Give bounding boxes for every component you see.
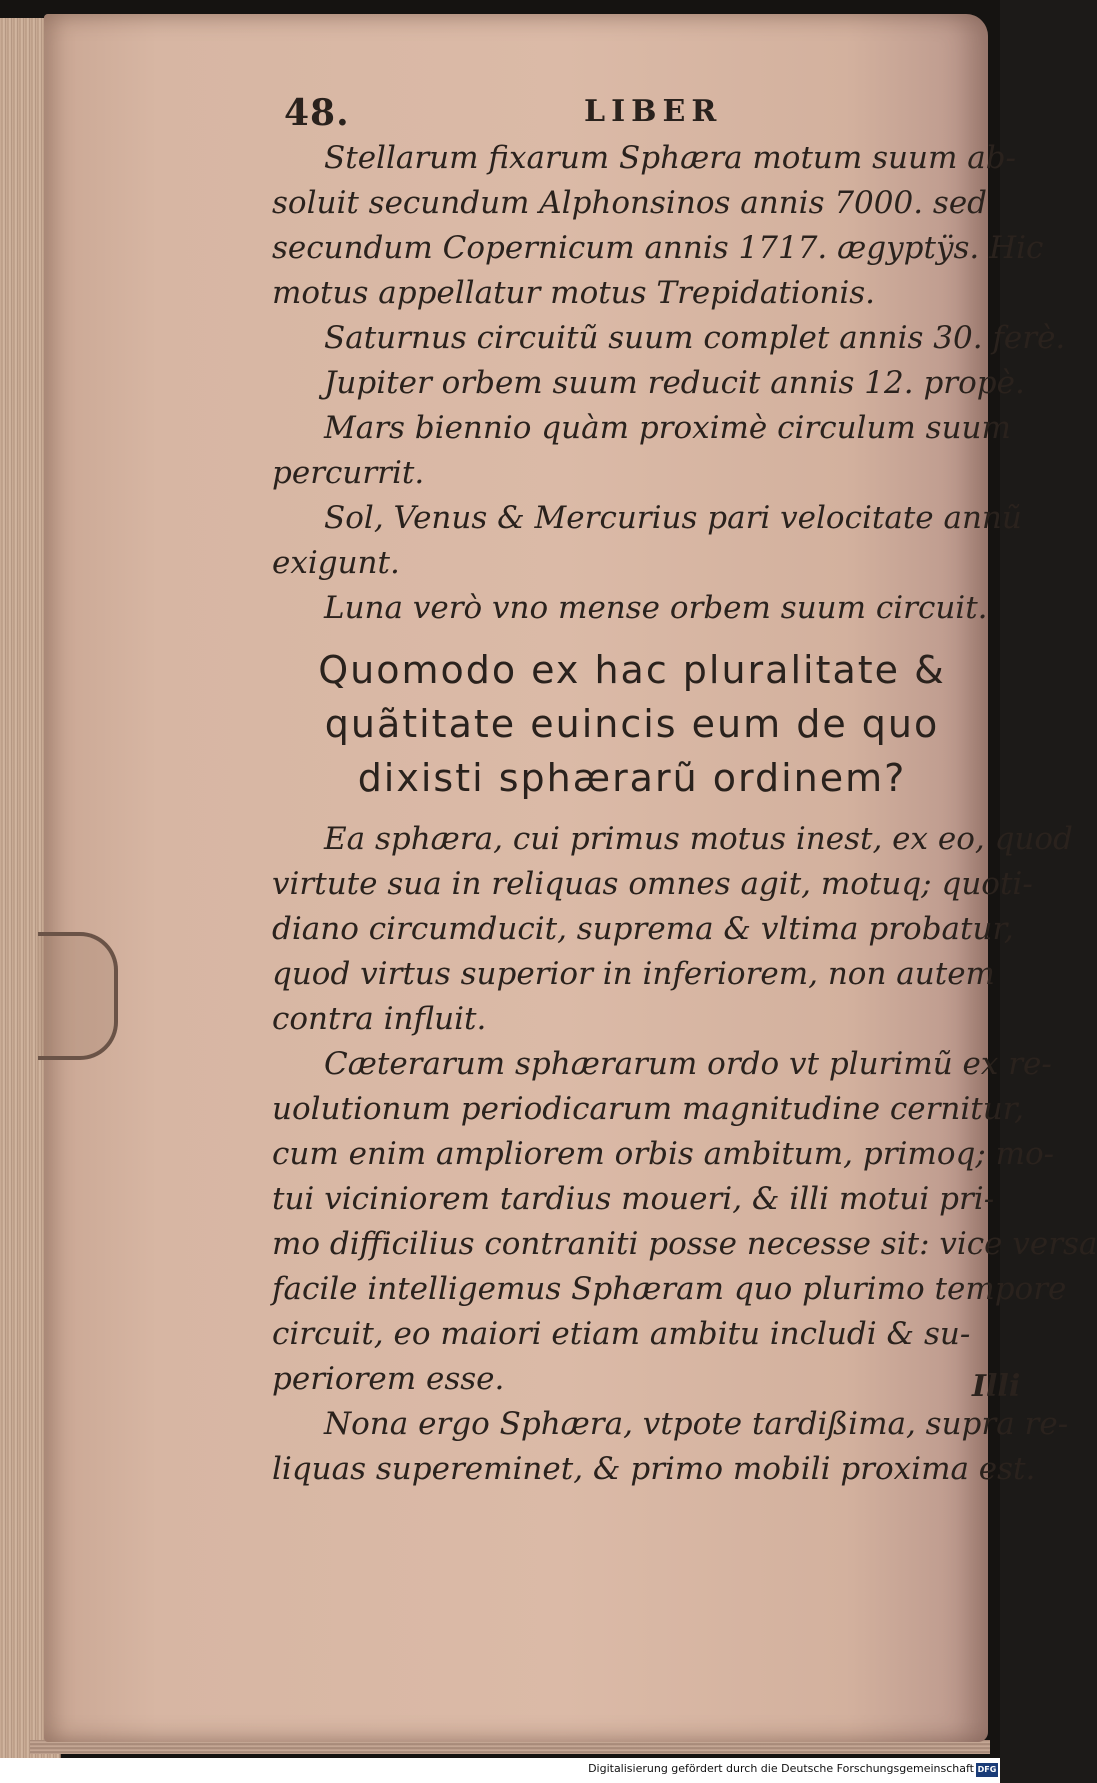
- text-line: facile intelligemus Sphæram quo plurimo tempore: [272, 1271, 1067, 1307]
- paragraph: [272, 361, 1025, 406]
- paragraph: [272, 406, 1011, 496]
- page-number: 48.: [284, 92, 350, 134]
- text-line: soluit secundum Alphonsinos annis 7000. sed: [272, 185, 988, 221]
- running-head: [284, 92, 824, 132]
- section-heading: [272, 643, 992, 805]
- text-line: Ea sphæra, cui primus motus inest, ex eo, quod: [324, 821, 1073, 857]
- paragraphs-before-heading: [272, 136, 1066, 631]
- paragraph: [272, 1402, 1069, 1492]
- paragraph: [272, 316, 1066, 361]
- paragraph: [272, 817, 1073, 1042]
- paragraphs-after-heading: [272, 817, 1097, 1492]
- bottom-page-edges: [30, 1740, 990, 1754]
- digitization-footer: [0, 1758, 1000, 1783]
- dfg-logo: DFG: [976, 1763, 998, 1777]
- text-line: Cæterarum sphærarum ordo vt plurimũ ex re-: [324, 1046, 1052, 1082]
- text-line: circuit, eo maiori etiam ambitu includi & su-: [272, 1316, 971, 1352]
- paragraph: [272, 136, 1044, 316]
- footer-credit: Digitalisierung gefördert durch die Deutsche Forschungsgemeinschaft: [588, 1762, 974, 1775]
- text-line: Sol, Venus & Mercurius pari velocitate annũ: [324, 500, 1022, 536]
- text-line: diano circumducit, suprema & vltima probatur,: [272, 911, 1014, 947]
- heading-line: quãtitate euincis eum de quo: [324, 702, 940, 746]
- text-line: mo difficilius contraniti posse necesse sit: vice versa: [272, 1226, 1097, 1262]
- text-line: Mars biennio quàm proximè circulum suum: [324, 410, 1011, 446]
- text-line: periorem esse.: [272, 1361, 505, 1397]
- paragraph: [272, 496, 1022, 586]
- text-line: contra influit.: [272, 1001, 487, 1037]
- paragraph: [272, 586, 992, 631]
- text-line: motus appellatur motus Trepidationis.: [272, 275, 876, 311]
- text-line: tui viciniorem tardius moueri, & illi motui pri-: [272, 1181, 995, 1217]
- text-line: quod virtus superior in inferiorem, non autem: [272, 956, 995, 992]
- book-clasp: [38, 932, 118, 1060]
- text-line: percurrit.: [272, 455, 425, 491]
- catchword: Illi: [972, 1369, 1021, 1404]
- text-line: uolutionum periodicarum magnitudine cernitur,: [272, 1091, 1024, 1127]
- text-line: Saturnus circuitũ suum complet annis 30. ferè.: [324, 320, 1066, 356]
- text-line: Nona ergo Sphæra, vtpote tardißima, supra re-: [324, 1406, 1069, 1442]
- page: [44, 14, 1097, 1742]
- text-line: secundum Copernicum annis 1717. ægyptÿs. Hic: [272, 230, 1044, 266]
- text-line: cum enim ampliorem orbis ambitum, primoq; mo-: [272, 1136, 1055, 1172]
- text-block: [272, 136, 1097, 1492]
- text-line: Luna verò vno mense orbem suum circuit.: [324, 590, 988, 626]
- heading-line: dixisti sphærarũ ordinem?: [357, 756, 907, 800]
- running-title: LIBER: [584, 94, 723, 129]
- text-line: Stellarum fixarum Sphæra motum suum ab-: [324, 140, 1017, 176]
- text-line: virtute sua in reliquas omnes agit, motuq; quoti-: [272, 866, 1033, 902]
- paragraph: [272, 1042, 1097, 1402]
- text-line: liquas supereminet, & primo mobili proxima est.: [272, 1451, 1036, 1487]
- text-line: exigunt.: [272, 545, 400, 581]
- text-line: Jupiter orbem suum reducit annis 12. propè.: [324, 365, 1025, 401]
- heading-line: Quomodo ex hac pluralitate &: [318, 648, 946, 692]
